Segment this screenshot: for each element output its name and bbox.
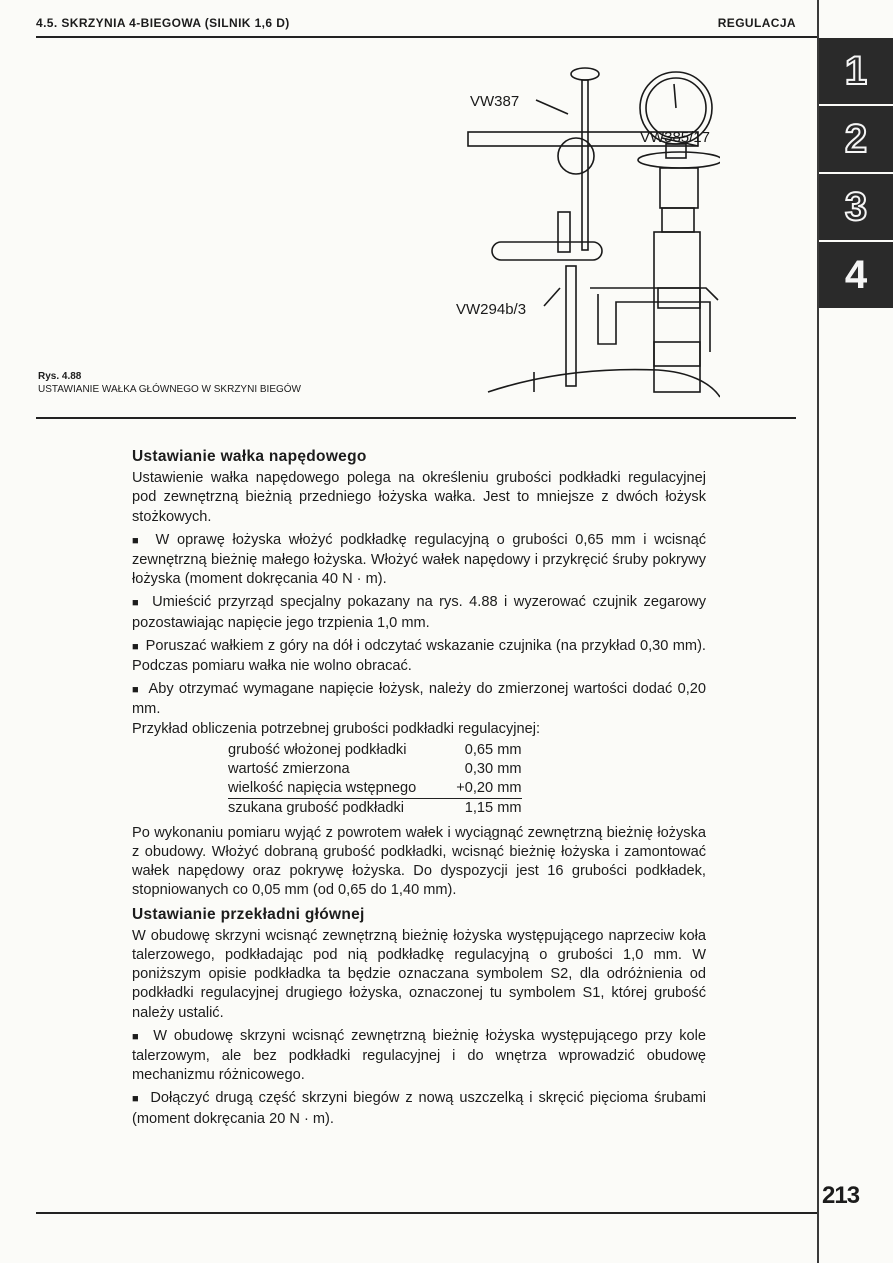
- bullet-item: ■ Umieścić przyrząd specjalny pokazany na rys. 4.88 i wyzerować czujnik zegarowy pozostawiając napięcie jego trzpienia 1,0 mm.: [132, 593, 706, 632]
- figure-rule: [36, 417, 796, 419]
- figure-number: Rys. 4.88: [38, 371, 82, 382]
- bullet-item: ■ Poruszać wałkiem z góry na dół i odczytać wskazanie czujnika (na przykład 0,30 mm). Podczas pomiaru wałka nie wolno obracać.: [132, 637, 706, 676]
- figure-caption: [38, 370, 301, 396]
- section-title-drive-shaft: Ustawianie wałka napędowego: [132, 448, 367, 465]
- tool-setup-illustration: [448, 52, 720, 402]
- bullet-item: ■ W obudowę skrzyni wcisnąć zewnętrzną bieżnię łożyska występującego przy kole talerzowym, ale bez podkładki regulacyjnej i do wnętrza wprowadzić obudowę mechanizmu różnicowego.: [132, 1027, 706, 1086]
- body-text: [132, 447, 706, 1133]
- chapter-tab-2[interactable]: 2: [819, 106, 893, 172]
- calculation-table: [228, 741, 522, 818]
- chapter-tab-4[interactable]: 4: [819, 242, 893, 308]
- running-header: [36, 16, 796, 32]
- paragraph: Po wykonaniu pomiaru wyjąć z powrotem wałek i wyciągnąć zewnętrzną bieżnię łożyska z obudowy. Włożyć dobraną grubość podkładki, wcisnąć bieżnię łożyska i zamontować wałek napędowy oraz pokrywę łożyska. Do dyspozycji jest 16 grubości podkładek, stopniowanych co 0,05 mm (od 0,65 do 1,40 mm).: [132, 824, 706, 899]
- calc-row: wielkość napięcia wstępnego +0,20 mm: [228, 779, 522, 799]
- bullet-item: ■ Aby otrzymać wymagane napięcie łożysk, należy do zmierzonej wartości dodać 0,20 mm.: [132, 680, 706, 719]
- figure-title: USTAWIANIE WAŁKA GŁÓWNEGO W SKRZYNI BIEGÓW: [38, 384, 301, 395]
- example-intro: Przykład obliczenia potrzebnej grubości podkładki regulacyjnej:: [132, 720, 541, 737]
- page-number: 213: [822, 1182, 860, 1209]
- chapter-tab-3[interactable]: 3: [819, 174, 893, 240]
- calc-row: wartość zmierzona 0,30 mm: [228, 760, 522, 777]
- label-vw385: VW385/17: [639, 129, 710, 146]
- chapter-tab-1[interactable]: 1: [819, 38, 893, 104]
- category-heading: REGULACJA: [717, 16, 796, 30]
- bullet-item: ■ Dołączyć drugą część skrzyni biegów z nową uszczelką i skręcić pięcioma śrubami (moment dokręcania 20 N · m).: [132, 1089, 706, 1128]
- calc-row: grubość włożonej podkładki 0,65 mm: [228, 741, 522, 758]
- label-vw387: VW387: [470, 93, 520, 110]
- footer-rule: [36, 1212, 817, 1214]
- bullet-item: ■ W oprawę łożyska włożyć podkładkę regulacyjną o grubości 0,65 mm i wcisnąć zewnętrzną bieżnię małego łożyska. Włożyć wałek napędowy i przykręcić śruby pokrywy łożyska (moment dokręcania 40 N · m).: [132, 531, 706, 590]
- paragraph: Ustawienie wałka napędowego polega na określeniu grubości podkładki regulacyjnej pod zewnętrzną bieżnią przedniego łożyska wałka. Jest to mniejsze z dwóch łożysk stożkowych.: [132, 470, 706, 525]
- header-rule: [36, 36, 817, 38]
- paragraph: W obudowę skrzyni wcisnąć zewnętrzną bieżnię łożyska występującego naprzeciw koła talerzowego, podkładając pod nią podkładkę regulacyjną o grubości 1,0 mm. W poniższym opisie podkładka ta będzie oznaczana symbolem S2, dla odróżnienia od podkładki regulacyjnej drugiego łożyska, oznaczonej tu symbolem S1, której grubość należy ustalić.: [132, 927, 706, 1021]
- calc-result-row: szukana grubość podkładki 1,15 mm: [228, 799, 522, 816]
- label-vw294: VW294b/3: [456, 301, 527, 318]
- chapter-tabs: [819, 38, 893, 310]
- section-heading: 4.5. SKRZYNIA 4-BIEGOWA (SILNIK 1,6 D): [36, 16, 290, 30]
- section-title-final-drive: Ustawianie przekładni głównej: [132, 905, 365, 923]
